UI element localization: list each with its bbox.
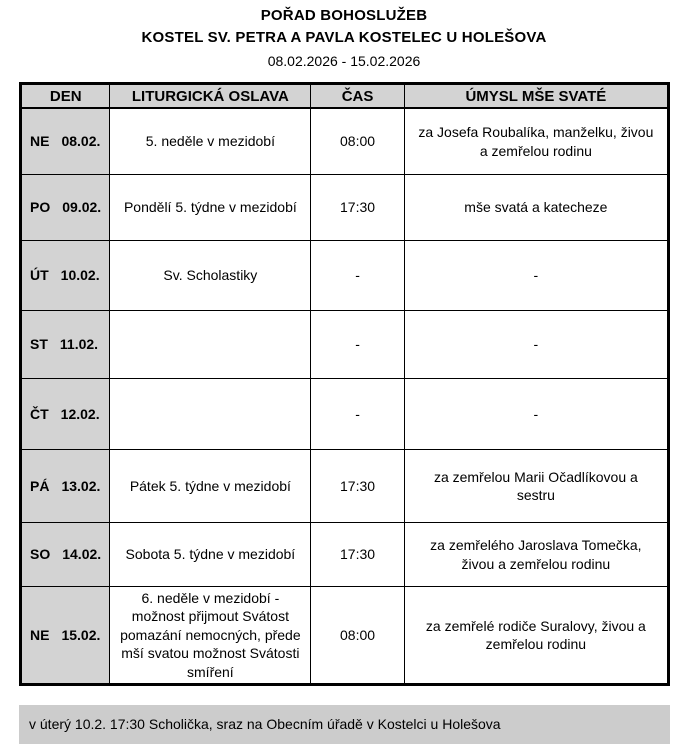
celebration-cell: Pondělí 5. týdne v mezidobí [110,175,311,241]
day-abbrev: PO [30,199,51,216]
celebration-cell [110,379,311,450]
table-header-row [21,84,669,109]
column-header-den: DEN [21,84,110,109]
time-cell: - [311,311,404,379]
document-title: POŘAD BOHOSLUŽEB [260,7,428,24]
day-date: 09.02. [62,199,102,216]
day-date: 13.02. [61,477,101,494]
time-cell: - [311,379,404,450]
day-cell [21,108,110,175]
day-abbrev: NE [30,133,50,150]
announcement-note: v úterý 10.2. 17:30 Scholička, sraz na Obecním úřadě v Kostelci u Holešova [19,705,670,744]
day-cell [21,379,110,450]
intention-cell: za zemřelého Jaroslava Tomečka, živou a zemřelou rodinu [404,523,668,587]
day-date: 15.02. [61,626,101,643]
intention-cell: - [404,379,668,450]
table-row [21,175,669,241]
day-date: 14.02. [62,546,102,563]
day-date: 08.02. [61,133,101,150]
table-row [21,241,669,311]
time-cell: 17:30 [311,175,404,241]
intention-cell: mše svatá a katecheze [404,175,668,241]
column-header-umysl: ÚMYSL MŠE SVATÉ [404,84,668,109]
day-cell [21,241,110,311]
day-abbrev: PÁ [30,477,50,494]
celebration-cell: Sobota 5. týdne v mezidobí [110,523,311,587]
celebration-cell: 6. neděle v mezidobí - možnost přijmout Svátost pomazání nemocných, přede mší svatou možnost Svátosti smíření [110,587,311,685]
day-cell [21,175,110,241]
day-date: 11.02. [59,336,99,353]
day-abbrev: NE [30,626,50,643]
day-abbrev: ST [30,336,48,353]
celebration-cell [110,311,311,379]
time-cell: 08:00 [311,108,404,175]
table-row [21,587,669,685]
celebration-cell: Pátek 5. týdne v mezidobí [110,450,311,523]
day-cell [21,523,110,587]
day-abbrev: SO [30,546,51,563]
day-abbrev: ČT [30,405,49,422]
church-name: KOSTEL SV. PETRA A PAVLA KOSTELEC U HOLEŠOVA [141,29,547,46]
table-row [21,108,669,175]
table-row [21,523,669,587]
date-range: 08.02.2026 - 15.02.2026 [267,53,421,69]
time-cell: 08:00 [311,587,404,685]
day-abbrev: ÚT [30,267,49,284]
day-cell [21,311,110,379]
time-cell: 17:30 [311,450,404,523]
day-date: 12.02. [60,405,100,422]
celebration-cell: 5. neděle v mezidobí [110,108,311,175]
column-header-cas: ČAS [311,84,404,109]
day-cell [21,450,110,523]
day-cell [21,587,110,685]
schedule-table [19,82,670,686]
intention-cell: za zemřelé rodiče Suralovy, živou a zemřelou rodinu [404,587,668,685]
table-row [21,450,669,523]
intention-cell: za Josefa Roubalíka, manželku, živou a zemřelou rodinu [404,108,668,175]
column-header-liturgicka-oslava: LITURGICKÁ OSLAVA [110,84,311,109]
intention-cell: - [404,241,668,311]
intention-cell: - [404,311,668,379]
time-cell: 17:30 [311,523,404,587]
table-row [21,311,669,379]
title-block [0,0,688,69]
intention-cell: za zemřelou Marii Očadlíkovou a sestru [404,450,668,523]
time-cell: - [311,241,404,311]
table-row [21,379,669,450]
day-date: 10.02. [60,267,100,284]
celebration-cell: Sv. Scholastiky [110,241,311,311]
